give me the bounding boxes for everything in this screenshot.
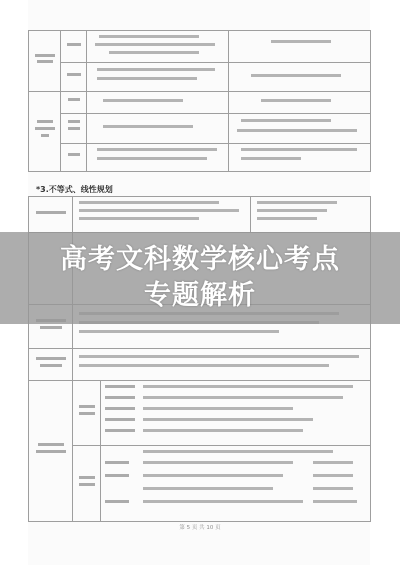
sub-label-cell <box>73 381 101 445</box>
blurred-text <box>75 351 367 375</box>
title-line-2: 专题解析 <box>144 280 256 311</box>
formula-cell <box>229 63 371 91</box>
formula-cell <box>229 113 371 143</box>
blurred-label <box>32 210 70 216</box>
blurred-sublabel <box>65 72 83 78</box>
formula-cell <box>87 63 229 91</box>
sub-label-cell <box>61 31 87 63</box>
blurred-label <box>33 118 57 140</box>
content-cell <box>101 381 371 445</box>
page-footer: 第 5 页 共 10 页 <box>179 525 221 531</box>
blurred-formula <box>89 145 225 165</box>
sub-label-cell <box>73 445 101 521</box>
content-cell <box>101 445 371 521</box>
blurred-sublabel <box>76 475 98 489</box>
blurred-label <box>33 52 57 66</box>
blurred-sublabel <box>65 152 83 158</box>
blurred-formula <box>89 32 225 58</box>
row-label-cell <box>29 31 61 92</box>
sub-label-cell <box>61 143 87 171</box>
blurred-formula <box>231 32 367 58</box>
title-line-1: 高考文科数学核心考点 <box>60 243 340 275</box>
upper-formula-table <box>28 30 371 172</box>
blurred-label <box>32 442 70 456</box>
blurred-text <box>103 447 367 517</box>
blurred-formula <box>231 64 367 86</box>
sub-label-cell <box>61 113 87 143</box>
formula-cell <box>87 91 229 113</box>
blurred-text <box>75 198 247 228</box>
title-banner <box>0 232 400 324</box>
formula-cell <box>87 113 229 143</box>
blurred-formula <box>89 64 225 86</box>
blurred-sublabel <box>76 404 98 418</box>
blurred-sublabel <box>65 97 83 103</box>
formula-cell <box>229 31 371 63</box>
row-label-cell <box>29 381 73 522</box>
blurred-text <box>103 382 367 440</box>
blurred-text <box>253 198 367 228</box>
section-heading: *3.不等式、线性规划 <box>36 185 113 194</box>
formula-cell <box>229 143 371 171</box>
blurred-formula <box>89 95 225 105</box>
blurred-formula <box>231 95 367 105</box>
blurred-sublabel <box>65 119 83 133</box>
formula-cell <box>87 31 229 63</box>
sub-label-cell <box>61 91 87 113</box>
blurred-formula <box>231 145 367 165</box>
row-label-cell <box>29 197 73 233</box>
row-label-cell <box>29 91 61 171</box>
blurred-label <box>32 356 70 370</box>
blurred-formula <box>89 115 225 137</box>
sub-label-cell <box>61 63 87 91</box>
content-cell <box>73 197 251 233</box>
content-cell <box>251 197 371 233</box>
blurred-formula <box>231 115 367 137</box>
formula-cell <box>87 143 229 171</box>
content-cell <box>73 349 371 381</box>
formula-cell <box>229 91 371 113</box>
blurred-sublabel <box>65 42 83 48</box>
row-label-cell <box>29 349 73 381</box>
